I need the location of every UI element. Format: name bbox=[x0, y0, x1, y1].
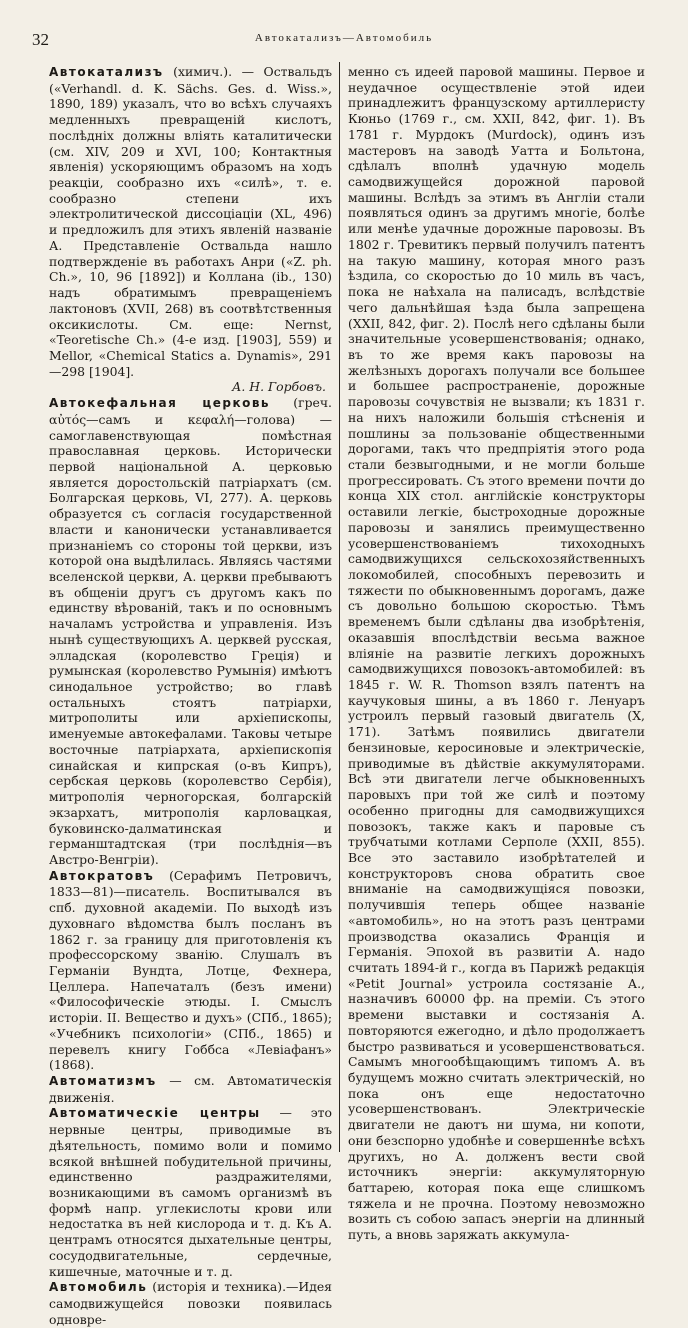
entry-autokataliz bbox=[35, 64, 332, 379]
lemma-heading: Автомобиль bbox=[49, 1280, 148, 1295]
entry-avtokefalnaya-tserkov bbox=[35, 395, 332, 868]
lemma-heading: Автоматическіе центры bbox=[49, 1106, 261, 1121]
page-number: 32 bbox=[32, 30, 49, 49]
entry-text: — см. Автоматическія движенія. bbox=[49, 1073, 332, 1105]
entry-avtomobil-continued: менно съ идеей паровой машины. Первое и неудачное осуществленіе этой идеи принадлежитъ французскому артиллеристу Кюньо (1769 г., см. XXII, 842, фиг. 1). Въ 1781 г. Мурдокъ (Murdock), одинъ изъ мастеровъ на заводѣ Уатта и Больтона, сдѣлалъ вполнѣ удачную модель самодвижущейся дорожной паровой машины. Вслѣдъ за этимъ въ Англіи стали появляться одинъ за другимъ многіе, болѣе или менѣе удачные дорожные паровозы. Въ 1802 г. Тревитикъ первый получилъ патентъ на такую машину, которая много разъ ѣздила, со скоростью до 10 миль въ часъ, пока не наѣхала на палисадъ, вслѣдствіе чего дальнѣйшая ѣзда была запрещена (XXII, 842, фиг. 2). Послѣ него сдѣланы были значительные усовершенствованія; однако, въ то же время какъ паровозы на желѣзныхъ дорогахъ получали все большее и большее распространеніе, дорожные паровозы сочувствія не вызвали; къ 1831 г. на нихъ наложили большія стѣсненія и пошлины за пользованіе общественными дорогами, такъ что предпріятія этого рода стали безвыгодными, и не могли больше прогрессировать. Съ этого времени почти до конца XIX стол. англійскіе конструкторы оставили легкіе, быстроходные дорожные паровозы и занялись преимущественно усовершенствованіемъ тихоходныхъ самодвижущихся сельскохозяйственныхъ локомобилей, способныхъ перевозить и тяжести по обыкновеннымъ дорогамъ, даже съ довольно большою скоростью. Тѣмъ временемъ были сдѣланы два изобрѣтенія, оказавшія впослѣдствіи весьма важное вліяніе на развитіе легкихъ дорожныхъ самодвижущихся повозокъ-автомобилей: въ 1845 г. W. R. Thomson взялъ патентъ на каучуковыя шины, а въ 1860 г. Ленуаръ устроилъ первый газовый двигатель (X, 171). Затѣмъ появились двигатели бензиновые, керосиновые и электрическіе, приводимые въ дѣйствіе аккумуляторами. Всѣ эти двигатели легче обыкновенныхъ паровыхъ при той же силѣ и поэтому особенно пригодны для самодвижущихся повозокъ, также какъ и паровые съ трубчатыми котлами Серполе (XXII, 855). Все это заставило изобрѣтателей и конструкторовъ снова обратить свое вниманіе на самодвижущіяся повозки, получившія теперь общее названіе «автомобиль», но на этотъ разъ центрами производства оказались Франція и Германія. Эпохой въ развитіи А. надо считать 1894-й г., когда въ Парижѣ редакція «Petit Journal» устроила состязаніе А., назначивъ 60000 фр. на преміи. Съ этого времени выставки и состязанія А. повторяются ежегодно, и дѣло продолжаетъ быстро развиваться и усовершенствоваться. Самымъ многообѣщающимъ типомъ А. въ будущемъ можно считать электрическій, но пока онъ еще недостаточно усовершенствованъ. Электрическіе двигатели не даютъ ни шума, ни копоти, они безспорно удобнѣе и совершеннѣе всѣхъ другихъ, но А. долженъ вести свой источникъ энергіи: аккумуляторную баттарею, которая пока еще слишкомъ тяжела и не прочна. Поэтому невозможно возить съ собою запасъ энергіи на длинный путь, а вновь заряжать аккумула- bbox=[348, 64, 645, 1243]
entry-text: (греч. αὐτός—самъ и κεφαλή—голова) — самоглавенствующая помѣстная православная церковь. Исторически первой національной А. церковью является доростольскій патріархатъ (см. Болгарская церковь, VI, 277). А. церковь образуется съ согласія государственной власти и канонически устанавливается признаніемъ со стороны той церкви, изъ которой она выдѣлилась. Являясь частями вселенской церкви, А. церкви пребываютъ въ общеніи другъ съ другомъ какъ по единству вѣрованій, такъ и по основнымъ началамъ устройства и управленія. Изъ нынѣ существующихъ А. церквей русская, элладская (королевство Греція) и румынская (королевство Румынія) имѣютъ синодальное устройство; во главѣ остальныхъ стоятъ патріархи, митрополиты или архіепископы, именуемые автокефалами. Таковы четыре восточные патріархата, архіепископія синайская и кипрская (о-въ Кипръ), сербская церковь (королевство Сербія), митрополія черногорская, болгарскій экзархатъ, митрополія карловацкая, буковинско-далматинская и германштадтская (три послѣднія—въ Австро-Венгріи). bbox=[49, 395, 332, 867]
entry-avtomaticheskie-tsentry bbox=[35, 1105, 332, 1279]
right-column bbox=[348, 64, 645, 1243]
entry-text: (Серафимъ Петровичъ, 1833—81)—писатель. Воспитывался въ спб. духовной академіи. По выходѣ изъ духовнаго вѣдомства былъ посланъ въ 1862 г. за границу для приготовленія къ профессорскому званію. Слушалъ въ Германіи Вундта, Лотце, Фехнера, Целлера. Напечаталъ (безъ имени) «Философическіе этюды. I. Смыслъ исторіи. II. Вещество и духъ» (СПб., 1865); «Учебникъ психологіи» (СПб., 1865) и перевелъ книгу Гоббса «Левіафанъ» (1868). bbox=[49, 867, 332, 1073]
running-head: Автокатализъ—Автомобиль bbox=[254, 32, 434, 44]
lemma-heading: Автоматизмъ bbox=[49, 1074, 157, 1088]
lemma-heading: Автокефальная церковь bbox=[49, 396, 271, 411]
entry-text: (исторія и техника).—Идея самодвижущейся повозки появилась одновре- bbox=[49, 1279, 332, 1327]
entry-avtomatizm bbox=[35, 1073, 332, 1105]
entry-text: — это нервные центры, приводимые въ дѣятельность, помимо воли и помимо всякой внѣшней побудительной причины, единственно раздражителями, возникающими въ самомъ организмѣ въ формѣ напр. углекислоты крови или недостатка въ ней кислорода и т. д. Къ А. центрамъ относятся дыхательные центры, сосудодвигательные, сердечные, кишечные, маточные и т. д. bbox=[49, 1105, 332, 1279]
entry-text: (химич.). — Оствальдъ («Verhandl. d. K. Sächs. Ges. d. Wiss.», 1890, 189) указалъ, что во всѣхъ случаяхъ медленныхъ превращеній кислотъ, послѣдніх должны вліять каталитически (см. XIV, 209 и XVI, 100; Контактныя явленія) ускоряющимъ образомъ на ходъ реакціи, сообразно ихъ «силѣ», т. е. сообразно степени ихъ электролитической диссоціаціи (XL, 496) и предложилъ для этихъ явленій названіе А. Представленіе Оствальда нашло подтвержденіе въ работахъ Анри («Z. ph. Ch.», 10, 96 [1892]) и Коллана (ib., 130) надъ обратимымъ превращеніемъ лактоновъ (XVII, 268) въ соотвѣтственныя оксикислоты. См. еще: Nernst, «Teoretische Ch.» (4-е изд. [1903], 559) и Mellor, «Chemical Statics a. Dynamis», 291—298 [1904]. bbox=[49, 64, 332, 379]
entry-avtokratov bbox=[35, 868, 332, 1073]
column-divider bbox=[339, 62, 340, 1152]
author-signature: А. Н. Горбовъ. bbox=[232, 379, 326, 395]
entry-avtomobil bbox=[35, 1279, 332, 1327]
left-column bbox=[35, 64, 332, 1328]
lemma-heading: Автокатализъ bbox=[49, 65, 164, 79]
lemma-heading: Автократовъ bbox=[49, 868, 155, 883]
